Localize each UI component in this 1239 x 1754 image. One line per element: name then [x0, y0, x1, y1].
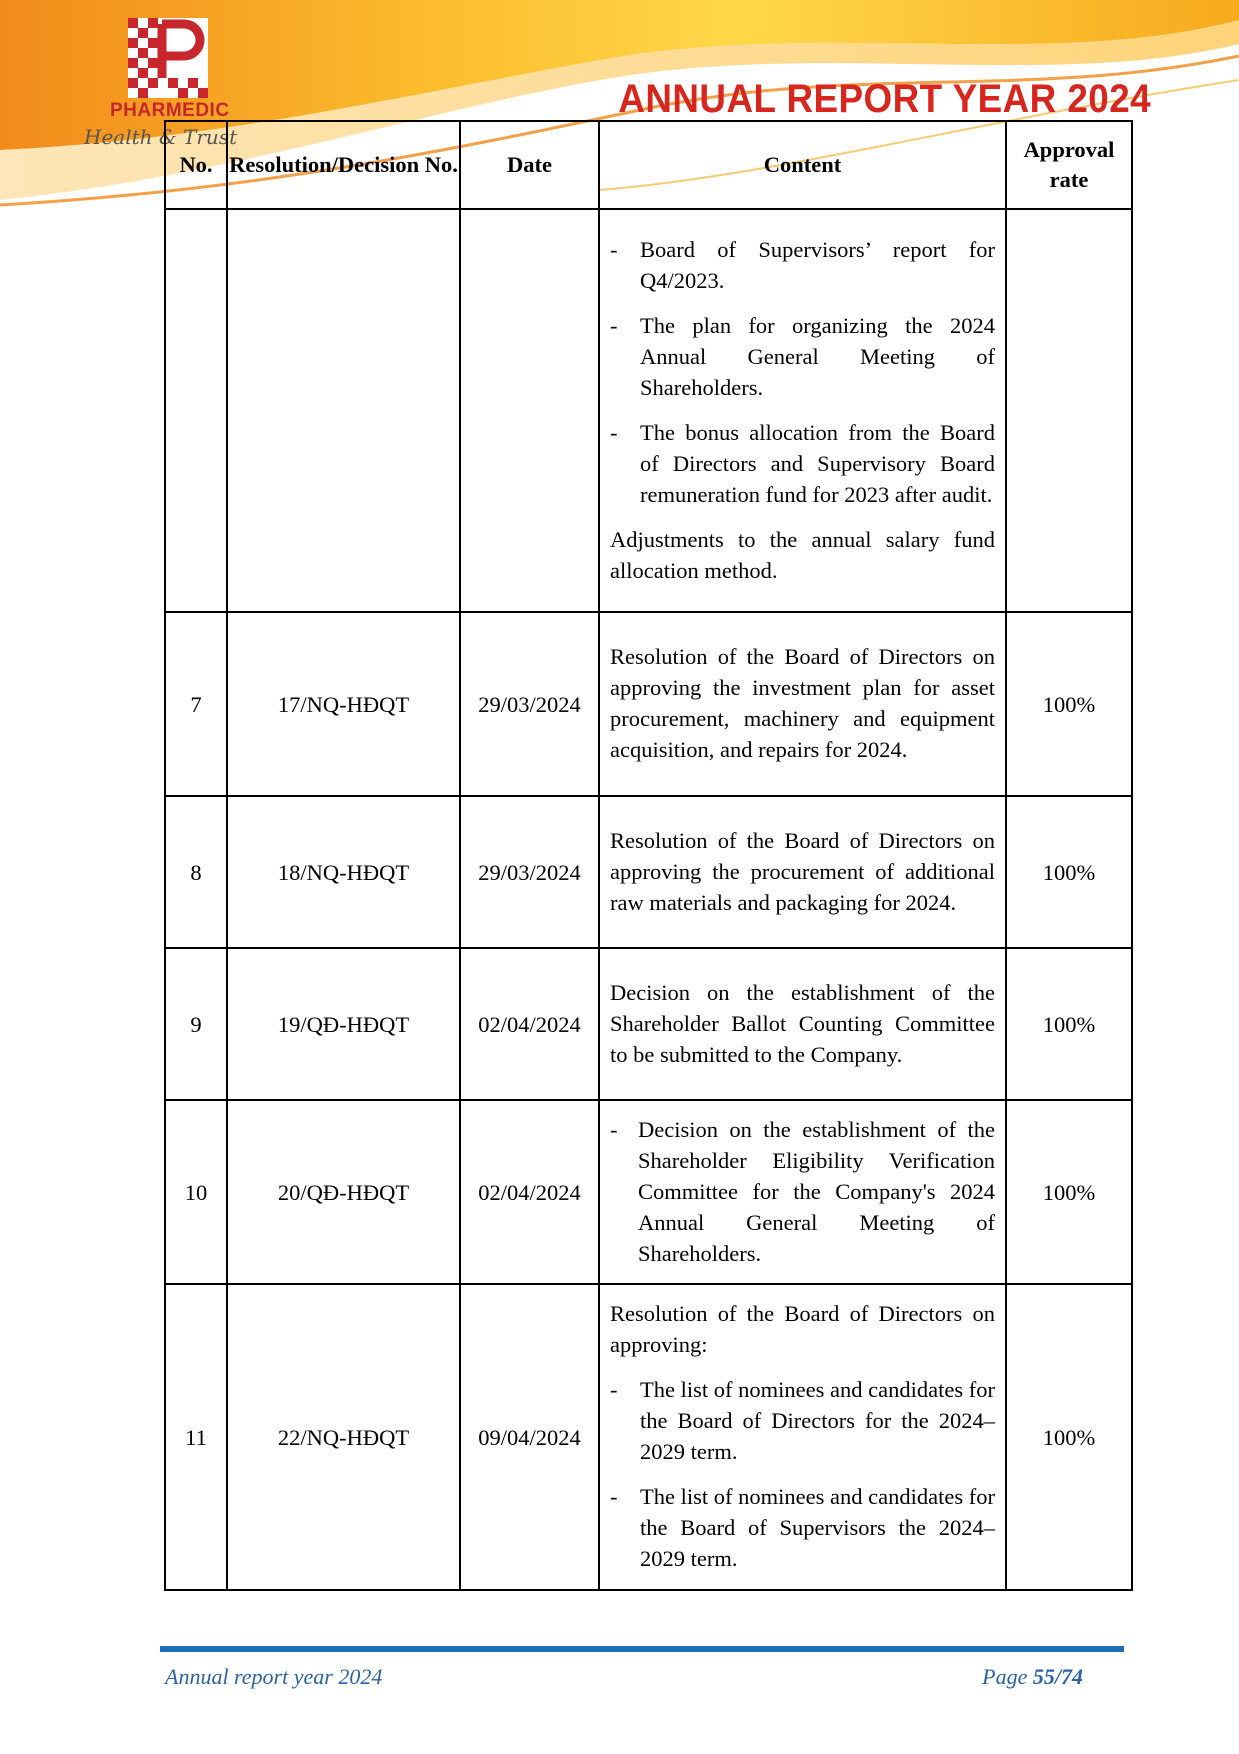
cell-date: 29/03/2024: [460, 796, 599, 948]
page-current: 55: [1032, 1664, 1055, 1689]
cell-no: 8: [165, 796, 227, 948]
cell-number: 20/QĐ-HĐQT: [227, 1100, 460, 1284]
cell-number: [227, 209, 460, 612]
content-paragraph: Decision on the establishment of the Shareholder Ballot Counting Committee to be submitted to the Company.: [610, 979, 995, 1067]
cell-content: [599, 209, 1006, 612]
cell-date: 02/04/2024: [460, 948, 599, 1100]
cell-content: [599, 612, 1006, 796]
content-bullet: - The bonus allocation from the Board of Directors and Supervisory Board remuneration fund for 2023 after audit.: [610, 417, 995, 510]
table-header-row: [165, 121, 1132, 209]
cell-number: 18/NQ-HĐQT: [227, 796, 460, 948]
company-name: PHARMEDIC: [110, 100, 230, 121]
cell-no: [165, 209, 227, 612]
page-label: Page: [982, 1664, 1028, 1689]
content-bullet: - The plan for organizing the 2024 Annual General Meeting of Shareholders.: [610, 310, 995, 403]
company-tagline: Health & Trust: [84, 125, 238, 149]
content-bullet: - Board of Supervisors’ report for Q4/2023.: [610, 234, 995, 296]
footer-page-number: [982, 1664, 1083, 1690]
cell-rate: 100%: [1006, 1100, 1132, 1284]
bullet-text: The bonus allocation from the Board of Directors and Supervisory Board remuneration fund for 2023 after audit.: [640, 419, 995, 507]
cell-content: [599, 1100, 1006, 1284]
bullet-text: Board of Supervisors’ report for Q4/2023.: [640, 236, 995, 293]
table-row: [165, 796, 1132, 948]
cell-rate: 100%: [1006, 796, 1132, 948]
resolutions-table: [164, 120, 1133, 1591]
column-header-date: Date: [460, 121, 599, 209]
bullet-text: Decision on the establishment of the Shareholder Eligibility Verification Committee for the Company's 2024 Annual General Meeting of Shareholders.: [638, 1116, 995, 1266]
cell-date: 09/04/2024: [460, 1284, 599, 1590]
bullet-text: The list of nominees and candidates for the Board of Directors for the 2024–2029 term.: [640, 1377, 995, 1464]
content-bullet: - Decision on the establishment of the Shareholder Eligibility Verification Committee for the Company's 2024 Annual General Meeting of Shareholders.: [610, 1114, 995, 1269]
column-header-approval-rate: Approval rate: [1006, 121, 1132, 209]
cell-no: 9: [165, 948, 227, 1100]
content-bullet: - The list of nominees and candidates for the Board of Supervisors the 2024–2029 term.: [610, 1481, 995, 1574]
bullet-text: The list of nominees and candidates for the Board of Supervisors the 2024–2029 term.: [640, 1484, 995, 1571]
page-total: /74: [1054, 1664, 1083, 1689]
footer-report-name: Annual report year 2024: [165, 1664, 383, 1689]
table-row-continued: [165, 209, 1132, 612]
cell-rate: 100%: [1006, 1284, 1132, 1590]
report-title: ANNUAL REPORT YEAR 2024: [618, 77, 1151, 121]
footer-divider: [160, 1646, 1124, 1652]
content-paragraph: Resolution of the Board of Directors on approving the investment plan for asset procurement, machinery and equipment acquisition, and repairs for 2024.: [610, 644, 995, 762]
cell-rate: 100%: [1006, 612, 1132, 796]
cell-number: 17/NQ-HĐQT: [227, 612, 460, 796]
content-paragraph: Resolution of the Board of Directors on approving the procurement of additional raw materials and packaging for 2024.: [610, 827, 995, 915]
content-paragraph: Resolution of the Board of Directors on approving:: [610, 1301, 995, 1357]
column-header-no: No.: [165, 121, 227, 209]
table-row: [165, 612, 1132, 796]
cell-no: 11: [165, 1284, 227, 1590]
bullet-text: The plan for organizing the 2024 Annual General Meeting of Shareholders.: [640, 312, 995, 400]
cell-content: [599, 796, 1006, 948]
cell-date: [460, 209, 599, 612]
table-row: [165, 1284, 1132, 1590]
column-header-content: Content: [599, 121, 1006, 209]
column-header-resolution-no: Resolution/Decision No.: [227, 121, 460, 209]
content-bullet: - The list of nominees and candidates for the Board of Directors for the 2024–2029 term.: [610, 1374, 995, 1467]
cell-date: 02/04/2024: [460, 1100, 599, 1284]
cell-no: 10: [165, 1100, 227, 1284]
pharmedic-logo-icon: [128, 18, 208, 98]
cell-content: [599, 948, 1006, 1100]
cell-rate: 100%: [1006, 948, 1132, 1100]
table-row: [165, 1100, 1132, 1284]
cell-number: 22/NQ-HĐQT: [227, 1284, 460, 1590]
cell-content: [599, 1284, 1006, 1590]
content-paragraph: Adjustments to the annual salary fund allocation method.: [610, 526, 995, 583]
table-row: [165, 948, 1132, 1100]
cell-date: 29/03/2024: [460, 612, 599, 796]
cell-no: 7: [165, 612, 227, 796]
cell-number: 19/QĐ-HĐQT: [227, 948, 460, 1100]
cell-rate: [1006, 209, 1132, 612]
